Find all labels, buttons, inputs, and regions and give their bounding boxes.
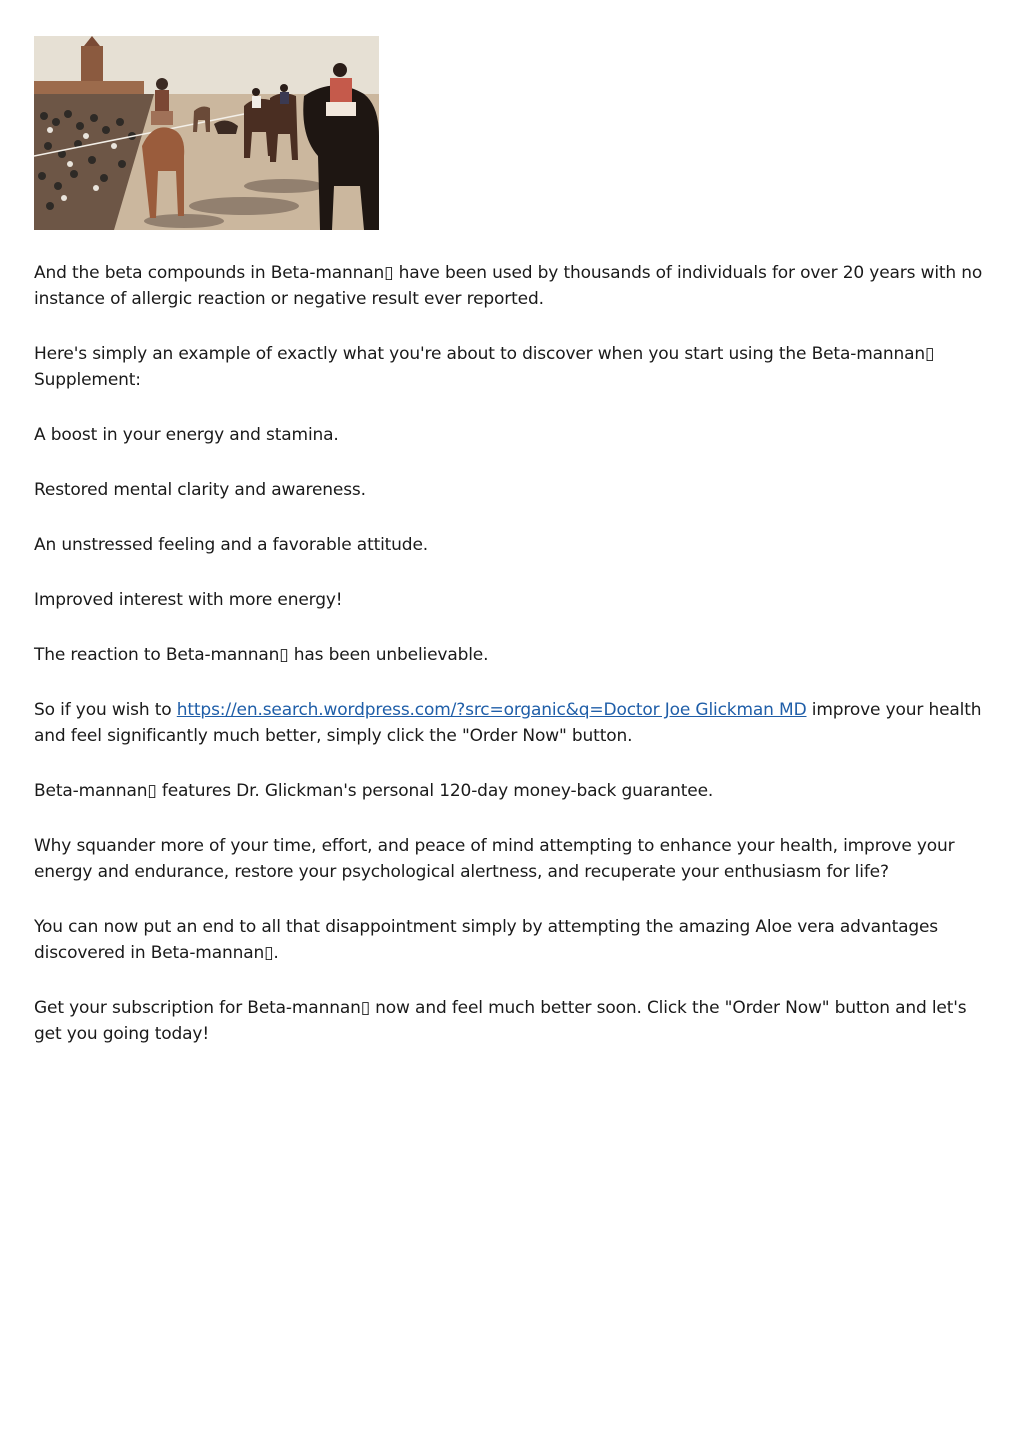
order-paragraph-after: improve your health and feel significantly much better, simply click the "Order Now" button. (34, 700, 982, 746)
benefit-clarity: Restored mental clarity and awareness. (34, 480, 366, 500)
why-paragraph: Why squander more of your time, effort, and peace of mind attempting to enhance your health, improve your energy and endurance, restore your psychological alertness, and recuperate your enthusiasm for life? (34, 836, 955, 882)
intro-paragraph: And the beta compounds in Beta-mannan▯ have been used by thousands of individuals for over 20 years with no instance of allergic reaction or negative result ever reported. (34, 263, 983, 309)
benefit-attitude: An unstressed feeling and a favorable attitude. (34, 535, 429, 555)
article-page (34, 36, 990, 1076)
benefit-interest: Improved interest with more energy! (34, 590, 343, 610)
order-paragraph (34, 697, 990, 749)
example-intro-paragraph: Here's simply an example of exactly what you're about to discover when you start using the Beta-mannan▯ Supplement: (34, 344, 935, 390)
subscription-paragraph: Get your subscription for Beta-mannan▯ now and feel much better soon. Click the "Order Now" button and let's get you going today! (34, 998, 967, 1044)
advantages-paragraph: You can now put an end to all that disappointment simply by attempting the amazing Aloe vera advantages discovered in Beta-mannan▯. (34, 917, 939, 963)
hero-image (34, 36, 379, 230)
guarantee-paragraph: Beta-mannan▯ features Dr. Glickman's personal 120-day money-back guarantee. (34, 781, 714, 801)
search-link[interactable]: https://en.search.wordpress.com/?src=organic&q=Doctor Joe Glickman MD (176, 700, 807, 720)
benefit-energy: A boost in your energy and stamina. (34, 425, 339, 445)
order-paragraph-before: So if you wish to (34, 700, 177, 720)
reaction-paragraph: The reaction to Beta-mannan▯ has been unbelievable. (34, 645, 489, 665)
racecourse-painting (34, 36, 379, 230)
